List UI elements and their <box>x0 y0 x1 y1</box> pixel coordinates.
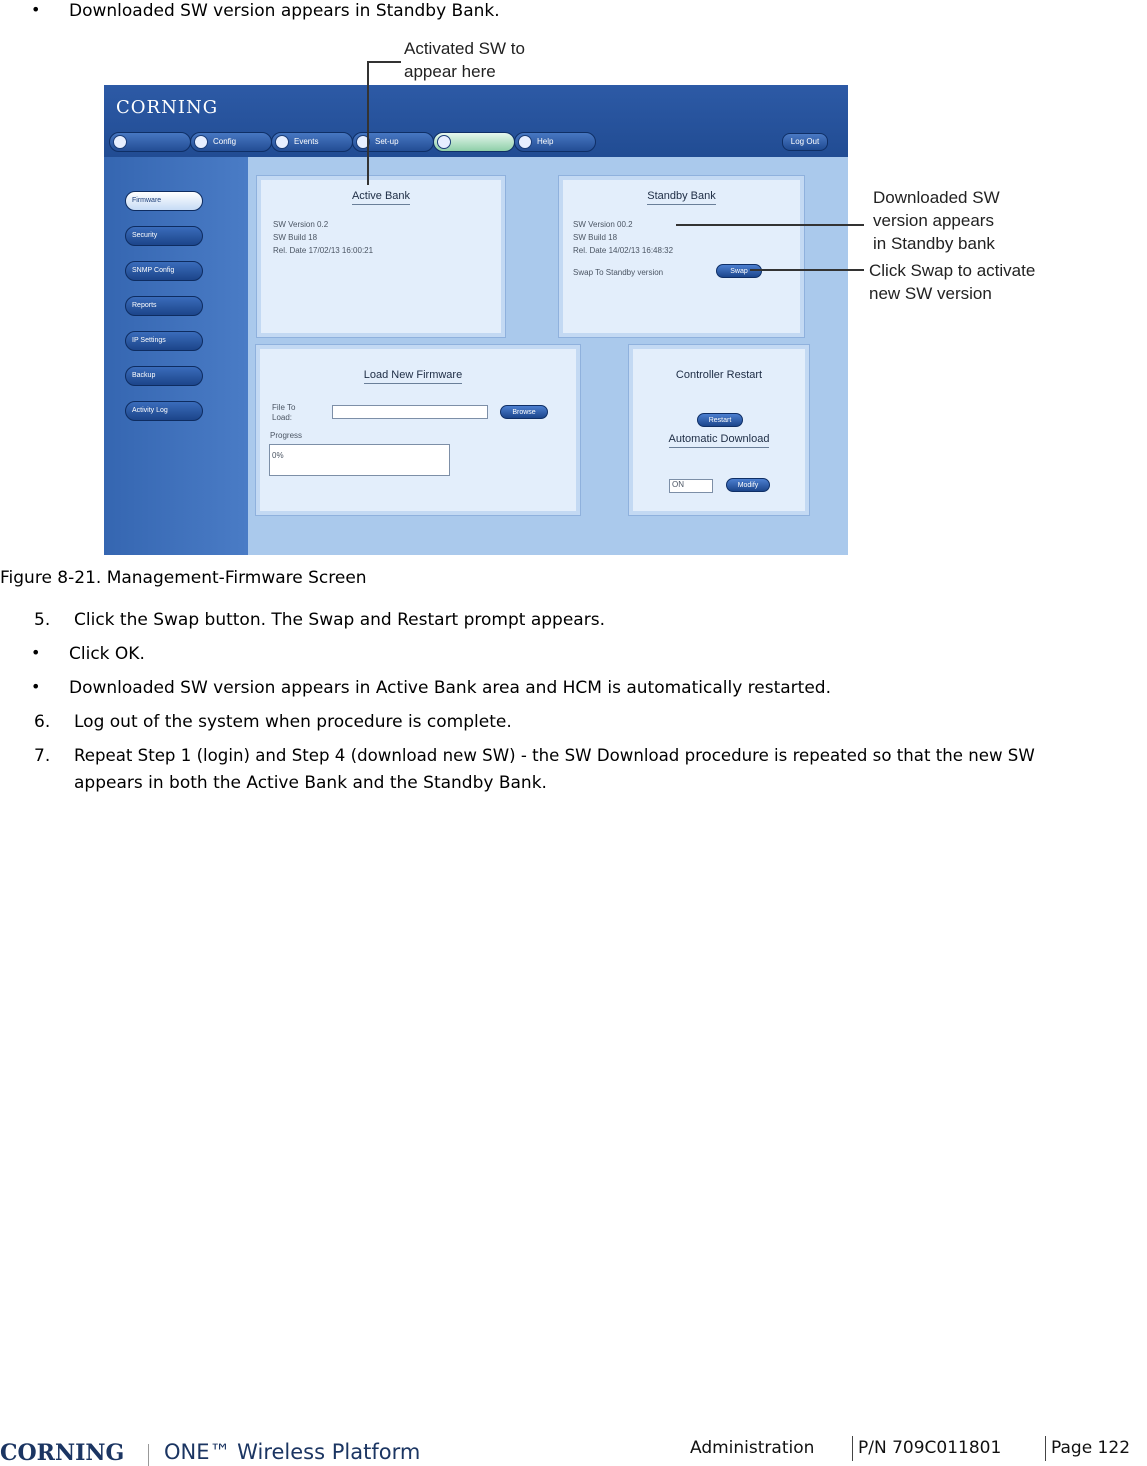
standby-bank-title: Standby Bank <box>647 190 716 205</box>
sidebar-item-activity-log[interactable]: Activity Log <box>125 401 203 421</box>
active-sw-build: SW Build 18 <box>273 233 318 242</box>
active-bank-panel <box>257 176 505 337</box>
footer-corning-logo: CORNING <box>0 1440 125 1466</box>
app-header <box>104 85 848 157</box>
active-rel-date: Rel. Date 17/02/13 16:00:21 <box>273 246 374 255</box>
swap-button[interactable]: Swap <box>716 264 762 278</box>
status-icon <box>113 135 127 149</box>
auto-download-select[interactable]: ON <box>669 479 713 493</box>
tab-help[interactable]: Help <box>514 132 596 152</box>
step-click-ok-text: Click OK. <box>69 644 145 664</box>
footer-page-number: Page 122 <box>1051 1438 1131 1458</box>
app-logo: CORNING <box>116 97 219 118</box>
file-path-input[interactable] <box>332 405 488 419</box>
footer-divider <box>852 1436 853 1461</box>
footer-logo-divider <box>148 1444 149 1466</box>
standby-bank-panel <box>559 176 804 337</box>
active-sw-version: SW Version 0.2 <box>273 220 329 229</box>
step-downloaded-text: Downloaded SW version appears in Active Bank area and HCM is automatically restarted. <box>69 678 831 698</box>
sidebar-item-reports[interactable]: Reports <box>125 296 203 316</box>
file-to-load-label: File To Load: <box>272 403 296 422</box>
bullet-icon: • <box>31 643 41 662</box>
footer-divider <box>1045 1436 1046 1461</box>
app-sidebar <box>104 157 248 555</box>
load-firmware-title: Load New Firmware <box>364 369 462 384</box>
footer-section: Administration <box>690 1438 815 1458</box>
step-7-marker: 7. <box>34 746 51 766</box>
step-7-continuation: appears in both the Active Bank and the Standby Bank. <box>74 773 547 793</box>
step-5-marker: 5. <box>34 610 51 630</box>
bullet-icon: • <box>31 677 41 696</box>
step-6-marker: 6. <box>34 712 51 732</box>
standby-sw-version: SW Version 00.2 <box>573 220 633 229</box>
intro-bullet-text: Downloaded SW version appears in Standby Bank. <box>69 1 500 21</box>
tab-management[interactable] <box>433 132 515 152</box>
tab-status[interactable] <box>109 132 191 152</box>
wrench-icon <box>194 135 208 149</box>
callout-downloaded: Downloaded SW version appears in Standby bank <box>873 188 1000 253</box>
callout-click-swap: Click Swap to activate new SW version <box>869 261 1036 303</box>
controller-restart-panel <box>629 345 809 515</box>
progress-label: Progress <box>270 431 303 440</box>
sidebar-item-ip-settings[interactable]: IP Settings <box>125 331 203 351</box>
tab-setup[interactable]: Set-up <box>352 132 434 152</box>
callout-line-downloaded <box>676 224 864 226</box>
restart-button[interactable]: Restart <box>697 413 743 427</box>
bullet-icon: • <box>31 0 41 19</box>
swap-label: Swap To Standby version <box>573 268 664 277</box>
callout-activated: Activated SW to appear here <box>404 39 525 81</box>
figure-caption: Figure 8-21. Management-Firmware Screen <box>0 568 367 588</box>
active-bank-title: Active Bank <box>352 190 410 205</box>
step-5-text: Click the Swap button. The Swap and Restart prompt appears. <box>74 610 605 630</box>
footer-part-number: P/N 709C011801 <box>858 1438 1002 1458</box>
step-7-text: Repeat Step 1 (login) and Step 4 (download new SW) - the SW Download procedure is repeated so that the new SW <box>74 746 1035 765</box>
tab-config[interactable]: Config <box>190 132 272 152</box>
sidebar-item-backup[interactable]: Backup <box>125 366 203 386</box>
callout-line-activated-v <box>367 61 369 185</box>
load-firmware-panel <box>256 345 580 515</box>
sidebar-item-firmware[interactable]: Firmware <box>125 191 203 211</box>
tab-events[interactable]: Events <box>271 132 353 152</box>
logout-button[interactable]: Log Out <box>782 133 828 151</box>
standby-rel-date: Rel. Date 14/02/13 16:48:32 <box>573 246 674 255</box>
automatic-download-title: Automatic Download <box>669 433 770 448</box>
standby-sw-build: SW Build 18 <box>573 233 618 242</box>
callout-line-activated-h <box>367 61 401 63</box>
sidebar-item-security[interactable]: Security <box>125 226 203 246</box>
modify-button[interactable]: Modify <box>726 478 770 492</box>
browse-button[interactable]: Browse <box>500 405 548 419</box>
progress-box <box>269 444 450 476</box>
progress-value: 0% <box>272 451 284 460</box>
firmware-screenshot <box>104 85 848 555</box>
help-icon <box>518 135 532 149</box>
events-icon <box>275 135 289 149</box>
callout-line-swap <box>750 269 864 271</box>
management-icon <box>437 135 451 149</box>
sidebar-item-snmp-config[interactable]: SNMP Config <box>125 261 203 281</box>
step-6-text: Log out of the system when procedure is complete. <box>74 712 512 732</box>
footer-one-logo: ONE™ Wireless Platform <box>164 1440 421 1464</box>
controller-restart-title: Controller Restart <box>675 369 763 381</box>
